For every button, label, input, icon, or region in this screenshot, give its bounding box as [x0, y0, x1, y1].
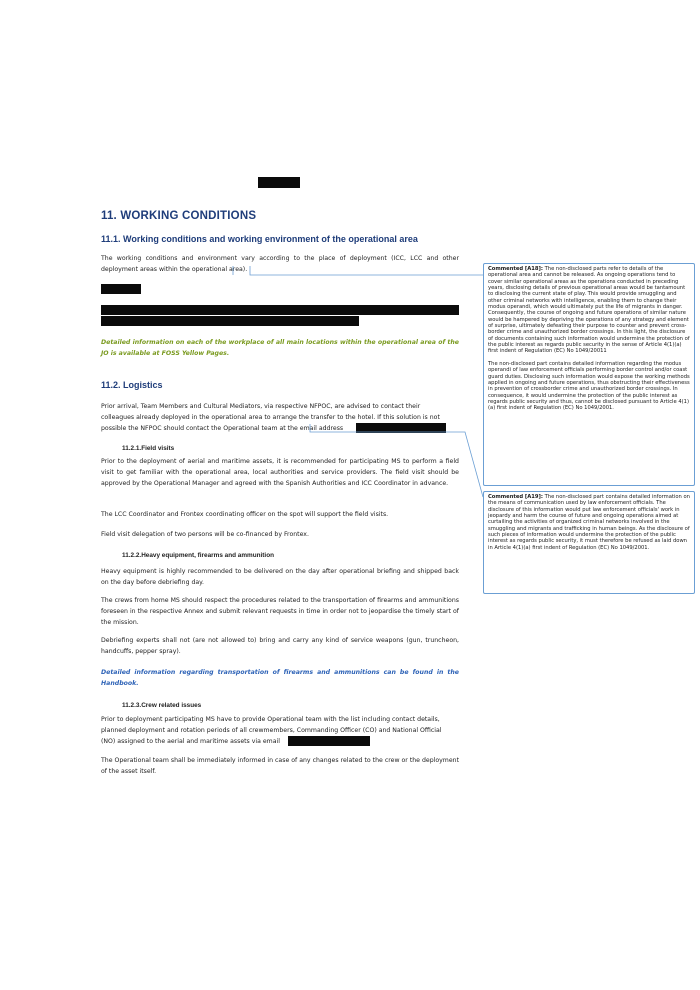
- comment-text: The non-disclosed parts refer to details of the operational area and cannot be released. As ongoing operations tend to cover similar operational areas as the operations conducted in preceding years, disclosing details of previous operational areas would be tantamount to disclosing the current state of play. This would provide smuggling and other criminal networks with intelligence, enabling them to change their modus operandi, which would ultimately put the life of migrants in danger. Consequently, the course of ongoing and future operations of similar nature would be hampered by depriving the operations of any strategy and element of surprise, ultimately defeating their purpose to counter and prevent cross-border crime and unauthorized border crossings. In this light, the disclosure of documents containing such information would undermine the protection of the public interest as regards public security in the sense of Article 4(1)(a) first indent of Regulation (EC) No 1049/20011: [488, 266, 690, 355]
- subsection-heading-field-visits: 11.2.1.Field visits: [122, 445, 175, 452]
- section-heading-11: 11. WORKING CONDITIONS: [101, 210, 257, 222]
- paragraph-crew-changes: The Operational team shall be immediately informed in case of any changes related to the crew or the deployment of the asset itself.: [101, 757, 459, 775]
- comment-text: The non-disclosed part contains detailed information regarding the modus operandi of law enforcement officials performing border control and/or coast guard duties. Disclosing such information would expose the working methods applied in ongoing and future operations, thus obstructing their effectiveness in prevention of crossborder crime and unauthorized border crossings. In consequence, it would undermine the protection of the public interest as regards public security and thus, cannot be disclosed pursuant to Article 4(1)(a) first indent of Regulation (EC) No 1049/2001.: [488, 360, 690, 412]
- subsection-heading-crew-issues: 11.2.3.Crew related issues: [122, 702, 202, 709]
- crew-line-1: Prior to deployment participating MS have to provide Operational team with the list including contact details,: [101, 716, 440, 723]
- comment-a18[interactable]: [483, 263, 695, 486]
- comment-tag: Commented [A19]:: [488, 494, 543, 500]
- comment-a19[interactable]: [483, 491, 695, 594]
- note-handbook: Detailed information regarding transportation of firearms and ammunitions can be found in the Handbook.: [101, 669, 459, 687]
- note-foss-yellow-pages: Detailed information on each of the workplace of all main locations within the operational area of the JO is available at FOSS Yellow Pages.: [101, 339, 459, 357]
- paragraph-field-visit: Prior to the deployment of aerial and maritime assets, it is recommended for participating MS to perform a field visit to get familiar with the operational area, local authorities and service providers. The field visit should be approved by the Operational Manager and agreed with the Spanish Authorities and ICC Coordinator in advance.: [101, 458, 459, 487]
- paragraph-heavy-equipment: Heavy equipment is highly recommended to be delivered on the day after operational briefing and shipped back on the day before debriefing day.: [101, 568, 459, 586]
- logistics-line-1: Prior arrival, Team Members and Cultural Mediators, via respective NFPOC, are advised to contact their: [101, 403, 421, 410]
- paragraph-working-conditions: The working conditions and environment vary according to the place of deployment (ICC, LCC and other deployment areas within the operational area).: [101, 255, 459, 273]
- section-heading-11-1: 11.1. Working conditions and working environment of the operational area: [101, 234, 418, 244]
- section-heading-11-2: 11.2. Logistics: [101, 380, 163, 390]
- subsection-heading-heavy-equipment: 11.2.2.Heavy equipment, firearms and ammunition: [122, 552, 275, 559]
- logistics-line-2: colleagues already deployed in the operational area to arrange the transfer to the hotel. If this solution is not: [101, 414, 440, 421]
- crew-line-2: planned deployment and rotation periods of all crewmembers, Commanding Officer (CO) and National Official: [101, 727, 442, 734]
- paragraph-firearms-procedures: The crews from home MS should respect the procedures related to the transportation of firearms and ammunitions foreseen in the respective Annex and submit relevant requests in time in order not to jeopardise the timely start of the mission.: [101, 597, 459, 626]
- comment-text: The non-disclosed part contains detailed information on the means of communication used by law enforcement officials. The disclosure of this information would put law enforcement officials' work in jeopardy and harm the course of future and ongoing operations aimed at curtailing the activities of organized criminal networks involved in the smuggling and migrants and trafficking in human beings. As the disclosure of such pieces of information would undermine the protection of the public interest as regards public security, it must therefore be refused as laid down in Article 4(1)(a) first indent of Regulation (EC) No 1049/2001.: [488, 494, 690, 551]
- comment-tag: Commented [A18]:: [488, 266, 543, 272]
- logistics-line-3: possible the NFPOC should contact the Operational team at the email address: [101, 425, 344, 432]
- paragraph-field-visit-support: The LCC Coordinator and Frontex coordinating officer on the spot will support the field visits.: [101, 511, 389, 518]
- crew-line-3: (NO) assigned to the aerial and maritime assets via email: [101, 738, 280, 745]
- paragraph-debriefing-weapons: Debriefing experts shall not (are not allowed to) bring and carry any kind of service weapons (gun, truncheon, handcuffs, pepper spray).: [101, 637, 459, 655]
- paragraph-field-visit-delegation: Field visit delegation of two persons will be co-financed by Frontex.: [101, 531, 309, 538]
